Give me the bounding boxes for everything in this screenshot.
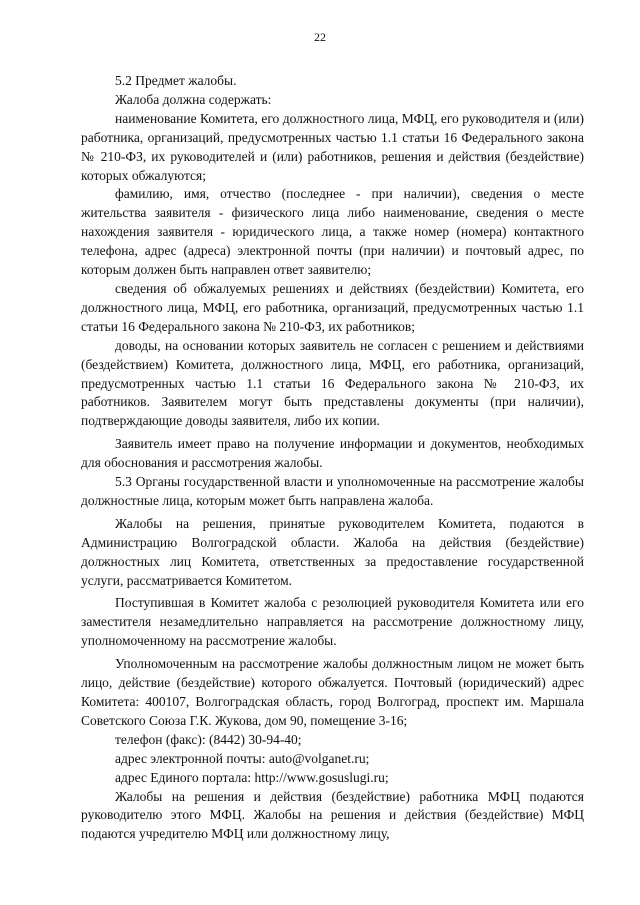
paragraph: наименование Комитета, его должностного лица, МФЦ, его руководителя и (или) работника, организаций, предусмотренных частью 1.1 статьи 16 Федерального закона № 210-ФЗ, их руководителей и (или) работников, решения и действия (бездействие) которых обжалуются; [81,110,584,183]
paragraph: Уполномоченным на рассмотрение жалобы должностным лицом не может быть лицо, действие (бездействие) которого обжалуется. Почтовый (юридический) адрес Комитета: 400107, Волгоградская область, город Волгоград, проспект им. Маршала Советского Союза Г.К. Жукова, дом 90, помещение 3-16; [81,656,584,728]
paragraph: доводы, на основании которых заявитель не согласен с решением и действиями (бездействием) Комитета, должностного лица, МФЦ, его работника, организаций, предусмотренных частью 1.1 статьи 16 Федерального закона № 210-ФЗ, их работников. Заявителем могут быть представлены документы (при наличии), подтверждающие доводы заявителя, либо их копии. [81,337,584,429]
paragraph: фамилию, имя, отчество (последнее - при наличии), сведения о месте жительства заявителя - физического лица либо наименование, сведения о месте нахождения заявителя - юридического лица, а также номер (номера) контактного телефона, адрес (адреса) электронной почты (при наличии) и почтовый адрес, по которым должен быть направлен ответ заявителю; [81,186,584,278]
contact-email: адрес электронной почты: auto@volganet.ru; [115,750,370,766]
paragraph: Поступившая в Комитет жалоба с резолюцией руководителя Комитета или его заместителя незамедлительно направляется на рассмотрение должностному лицу, уполномоченному на рассмотрение жалобы. [81,595,584,649]
page-number: 22 [314,30,326,44]
document-body [81,72,584,844]
section-heading-5-3: 5.3 Органы государственной власти и уполномоченные на рассмотрение жалобы должностные лица, которым может быть направлена жалоба. [81,474,584,508]
paragraph: Жалобы на решения и действия (бездействие) работника МФЦ подаются руководителю этого МФЦ. Жалобы на решения и действия (бездействие) МФЦ подаются учредителю МФЦ или должностному лицу, [81,788,584,842]
paragraph: Заявитель имеет право на получение информации и документов, необходимых для обоснования и рассмотрения жалобы. [81,436,584,471]
contact-phone: телефон (факс): (8442) 30-94-40; [115,731,302,747]
paragraph: Жалобы на решения, принятые руководителем Комитета, подаются в Администрацию Волгоградской области. Жалоба на действия (бездействие) должностных лиц Комитета, ответственных за предоставление государственной услуги, рассматривается Комитетом. [81,515,584,588]
contact-portal: адрес Единого портала: http://www.gosuslugi.ru; [115,769,389,785]
paragraph: сведения об обжалуемых решениях и действиях (бездействии) Комитета, его должностного лица, МФЦ, его работника, организаций, предусмотренных частью 1.1 статьи 16 Федерального закона № 210-ФЗ, их работников; [81,280,584,334]
paragraph: Жалоба должна содержать: [115,91,272,107]
section-heading-5-2: 5.2 Предмет жалобы. [115,73,237,88]
